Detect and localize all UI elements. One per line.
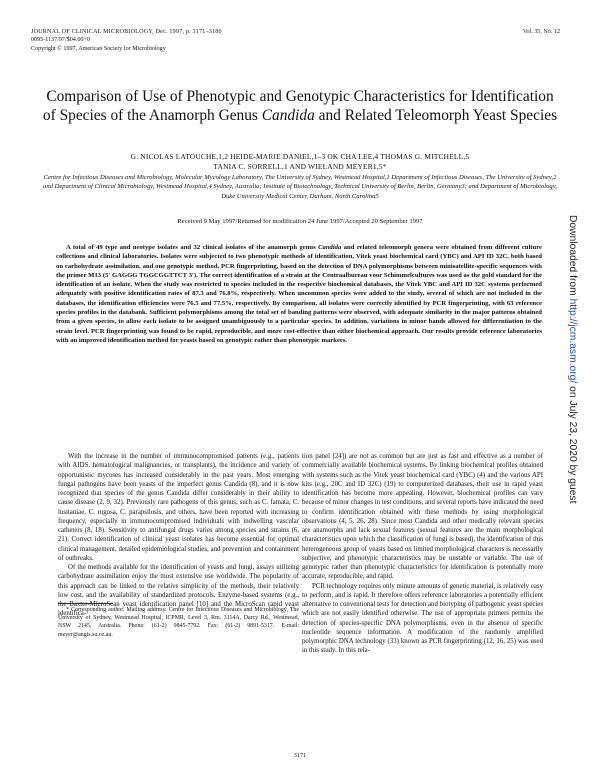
article-title	[40, 88, 560, 125]
title-part-1: Comparison of Use of Phenotypic and Genotypic Characteristics for Identification of Species of the Anamorph Genus	[42, 88, 554, 124]
abstract-genus: Candida	[318, 244, 342, 251]
abstract	[56, 243, 542, 345]
title-genus: Candida	[261, 106, 315, 124]
authors-line-1: G. NICOLAS LATOUCHE,1,2 HEIDE-MARIE DANIEL,1–3 OK CHA LEE,4 THOMAS G. MITCHELL,5	[130, 152, 470, 161]
abstract-part-2: and related teleomorph genera were obtained from different culture collections and clinical laboratories. Isolates were subjected to two phenotypic methods of identification, Vitek yeast biochemical card (YBC) and API ID 32C, both based on carbohydrate assimilation, and one genotypic method, PCR fingerprinting, based on the detection of DNA polymorphisms between minisatellite-specific sequences with the primer M13 (5′ GAGGG TGGCGGTTCT 3′). The correct identification of a strain at the Centraalbureau voor Schimmelcultures was used as the gold standard for the identification of an isolate. When the study was restricted to species included in the respective biochemical databases, the Vitek YBC and API ID 32C systems performed adequately with positive identification rates of 87.3 and 76.8%, respectively. When uncommon species were added to the study, several of which are not included in the databases, the identification efficiencies were 76.5 and 77.5%, respectively. By comparison, all isolates were correctly identified by PCR fingerprinting, with 63 reference species profiles in the databank. Sufficient polymorphisms among the total set of banding patterns were observed, with adequate similarity in the major patterns obtained from a given species, to allow each isolate to be assigned unambiguously to a particular species. In addition, variations in minor bands allowed for differentiation to the strain level. PCR fingerprinting was found to be rapid, reproducible, and more cost-effective than either biochemical approach. Our results provide reference laboratories with an improved identification method for yeasts based on genotypic rather than phenotypic markers.	[56, 244, 542, 344]
corresponding-author-footnote	[58, 606, 299, 639]
watermark-suffix: on July 23, 2020 by guest	[567, 383, 578, 504]
footnote-rule	[58, 603, 113, 604]
intro-paragraph-3: tion panel [24]) are not as common but are just as fast and effective as a number of commercially available biochemical systems. By linking biochemical profiles obtained with systems such as the Vitek yeast biochemical card (YBC) (4) and the various API kits (e.g., 20C and ID 32C) (19) to computerized databases, their use in rapid yeast identification has become more appealing. However, biochemical profiles can vary because of minor changes in test conditions, and several reports have indicated the need to confirm identification obtained with these methods by using morphological observations (4, 5, 26, 28). Since most Candida and other medically relevant species are anamorphs and lack sexual features (sexual features are the main morphological characteristics upon which the classification of fungi is based), the identification of this heterogeneous group of yeasts based on limited morphological characters is necessarily subjective, and phenotypic characteristics may be unstable or variable. The use of genotypic rather than phenotypic characteristics for identification is potentially more accurate, reproducible, and rapid.	[302, 453, 543, 581]
page-number: 3171	[293, 752, 307, 759]
intro-paragraph-1: With the increase in the number of immunocompromised patients (e.g., patients with AIDS, hematological malignancies, or transplants), the incidence and variety of opportunistic mycoses has increased considerably in the past years. Most emerging fungal pathogens have been yeasts of the imperfect genus Candida (8), and it is now recognized that species of the genus Candida differ considerably in their ability to cause disease (2, 9, 32). Previously rare pathogens of this genus, such as C. famata, C. lusitaniae, C. rugosa, C. parapsilosis, and others, have been reported with increasing frequency, especially in immunocompromised individuals with indwelling vascular catheters (8, 18). Sensitivity to antifungal drugs varies among species and strains (6, 21). Correct identification of clinical yeast isolates has become essential for optimal clinical management, detailed epidemiological studies, and prevention and containment of outbreaks.	[58, 453, 299, 562]
intro-paragraph-4: PCR technology requires only minute amounts of genetic material, is relatively easy to perform, and is rapid. It therefore offers reference laboratories a potentially efficient alternative to conventional tests for detection and biotyping of pathogenic yeast species which are not easily identified otherwise. The use of appropriate primers permits the detection of species-specific DNA polymorphisms, even in the absence of specific nucleotide sequence information. A modification of the randomly amplified polymorphic DNA technology (33) known as PCR fingerprinting (12, 16, 25) was used in this study. In this rela-	[302, 582, 543, 655]
watermark-prefix: Downloaded from	[567, 215, 578, 299]
issn-line: 0095-1137/97/$04.00+0	[31, 37, 90, 44]
journal-header	[31, 28, 391, 53]
volume-issue: Vol. 35, No. 12	[522, 29, 560, 35]
intro-paragraph-2: Of the methods available for the identification of yeasts and fungi, assays utilizing carbohydrate assimilation enjoy the most extensive use worldwide. The popularity of this approach can be linked to the relative simplicity of the methods, their relatively low cost, and the availability of standardized protocols. Enzyme-based systems (e.g., the Baxter-MicroScan yeast identification panel [10] and the MicroScan rapid yeast identifica-	[58, 564, 299, 618]
download-watermark-text	[567, 215, 578, 503]
author-list	[40, 152, 560, 172]
body-column-right	[302, 452, 543, 656]
copyright-line: Copyright © 1997, American Society for Microbiology	[31, 45, 166, 52]
body-column-left	[58, 452, 299, 618]
journal-citation: JOURNAL OF CLINICAL MICROBIOLOGY, Dec. 1997, p. 3171–3180	[31, 29, 222, 35]
authors-line-2: TANIA C. SORRELL,1 AND WIELAND MEYER1,5*	[213, 162, 387, 171]
affiliations: Centre for Infectious Diseases and Microbiology, Molecular Mycology Laboratory, The University of Sydney, Westmead Hospital,1 Department of Infectious Diseases, The University of Sydney,2 and Department of Clinical Microbiology, Westmead Hospital,4 Sydney, Australia; Institute of Biotechnology, Technical University of Berlin, Berlin, Germany3; and Department of Microbiology, Duke University Medical Center, Durham, North Carolina5	[43, 174, 557, 200]
watermark-link[interactable]: http://jcm.asm.org/	[567, 298, 578, 384]
title-part-2: and Related Teleomorph Yeast Species	[314, 106, 558, 124]
abstract-part-1: A total of 49 type and neotype isolates and 32 clinical isolates of the anamorph genus	[66, 244, 319, 251]
received-dates: Received 9 May 1997/Returned for modification 24 June 1997/Accepted 20 September 1997	[177, 218, 423, 225]
footnote-text: * Corresponding author. Mailing address: Centre for Infectious Diseases and Microbiology, The University of Sydney, Westmead Hospital, ICPMR, Level 3, Rm. 3114A, Darcy Rd., Westmead, NSW 2145, Australia. Phone: (61-2) 9845-7792. Fax: (61-2) 9891-5317. E-mail: meyer@angis.su.oz.au.	[58, 607, 299, 638]
